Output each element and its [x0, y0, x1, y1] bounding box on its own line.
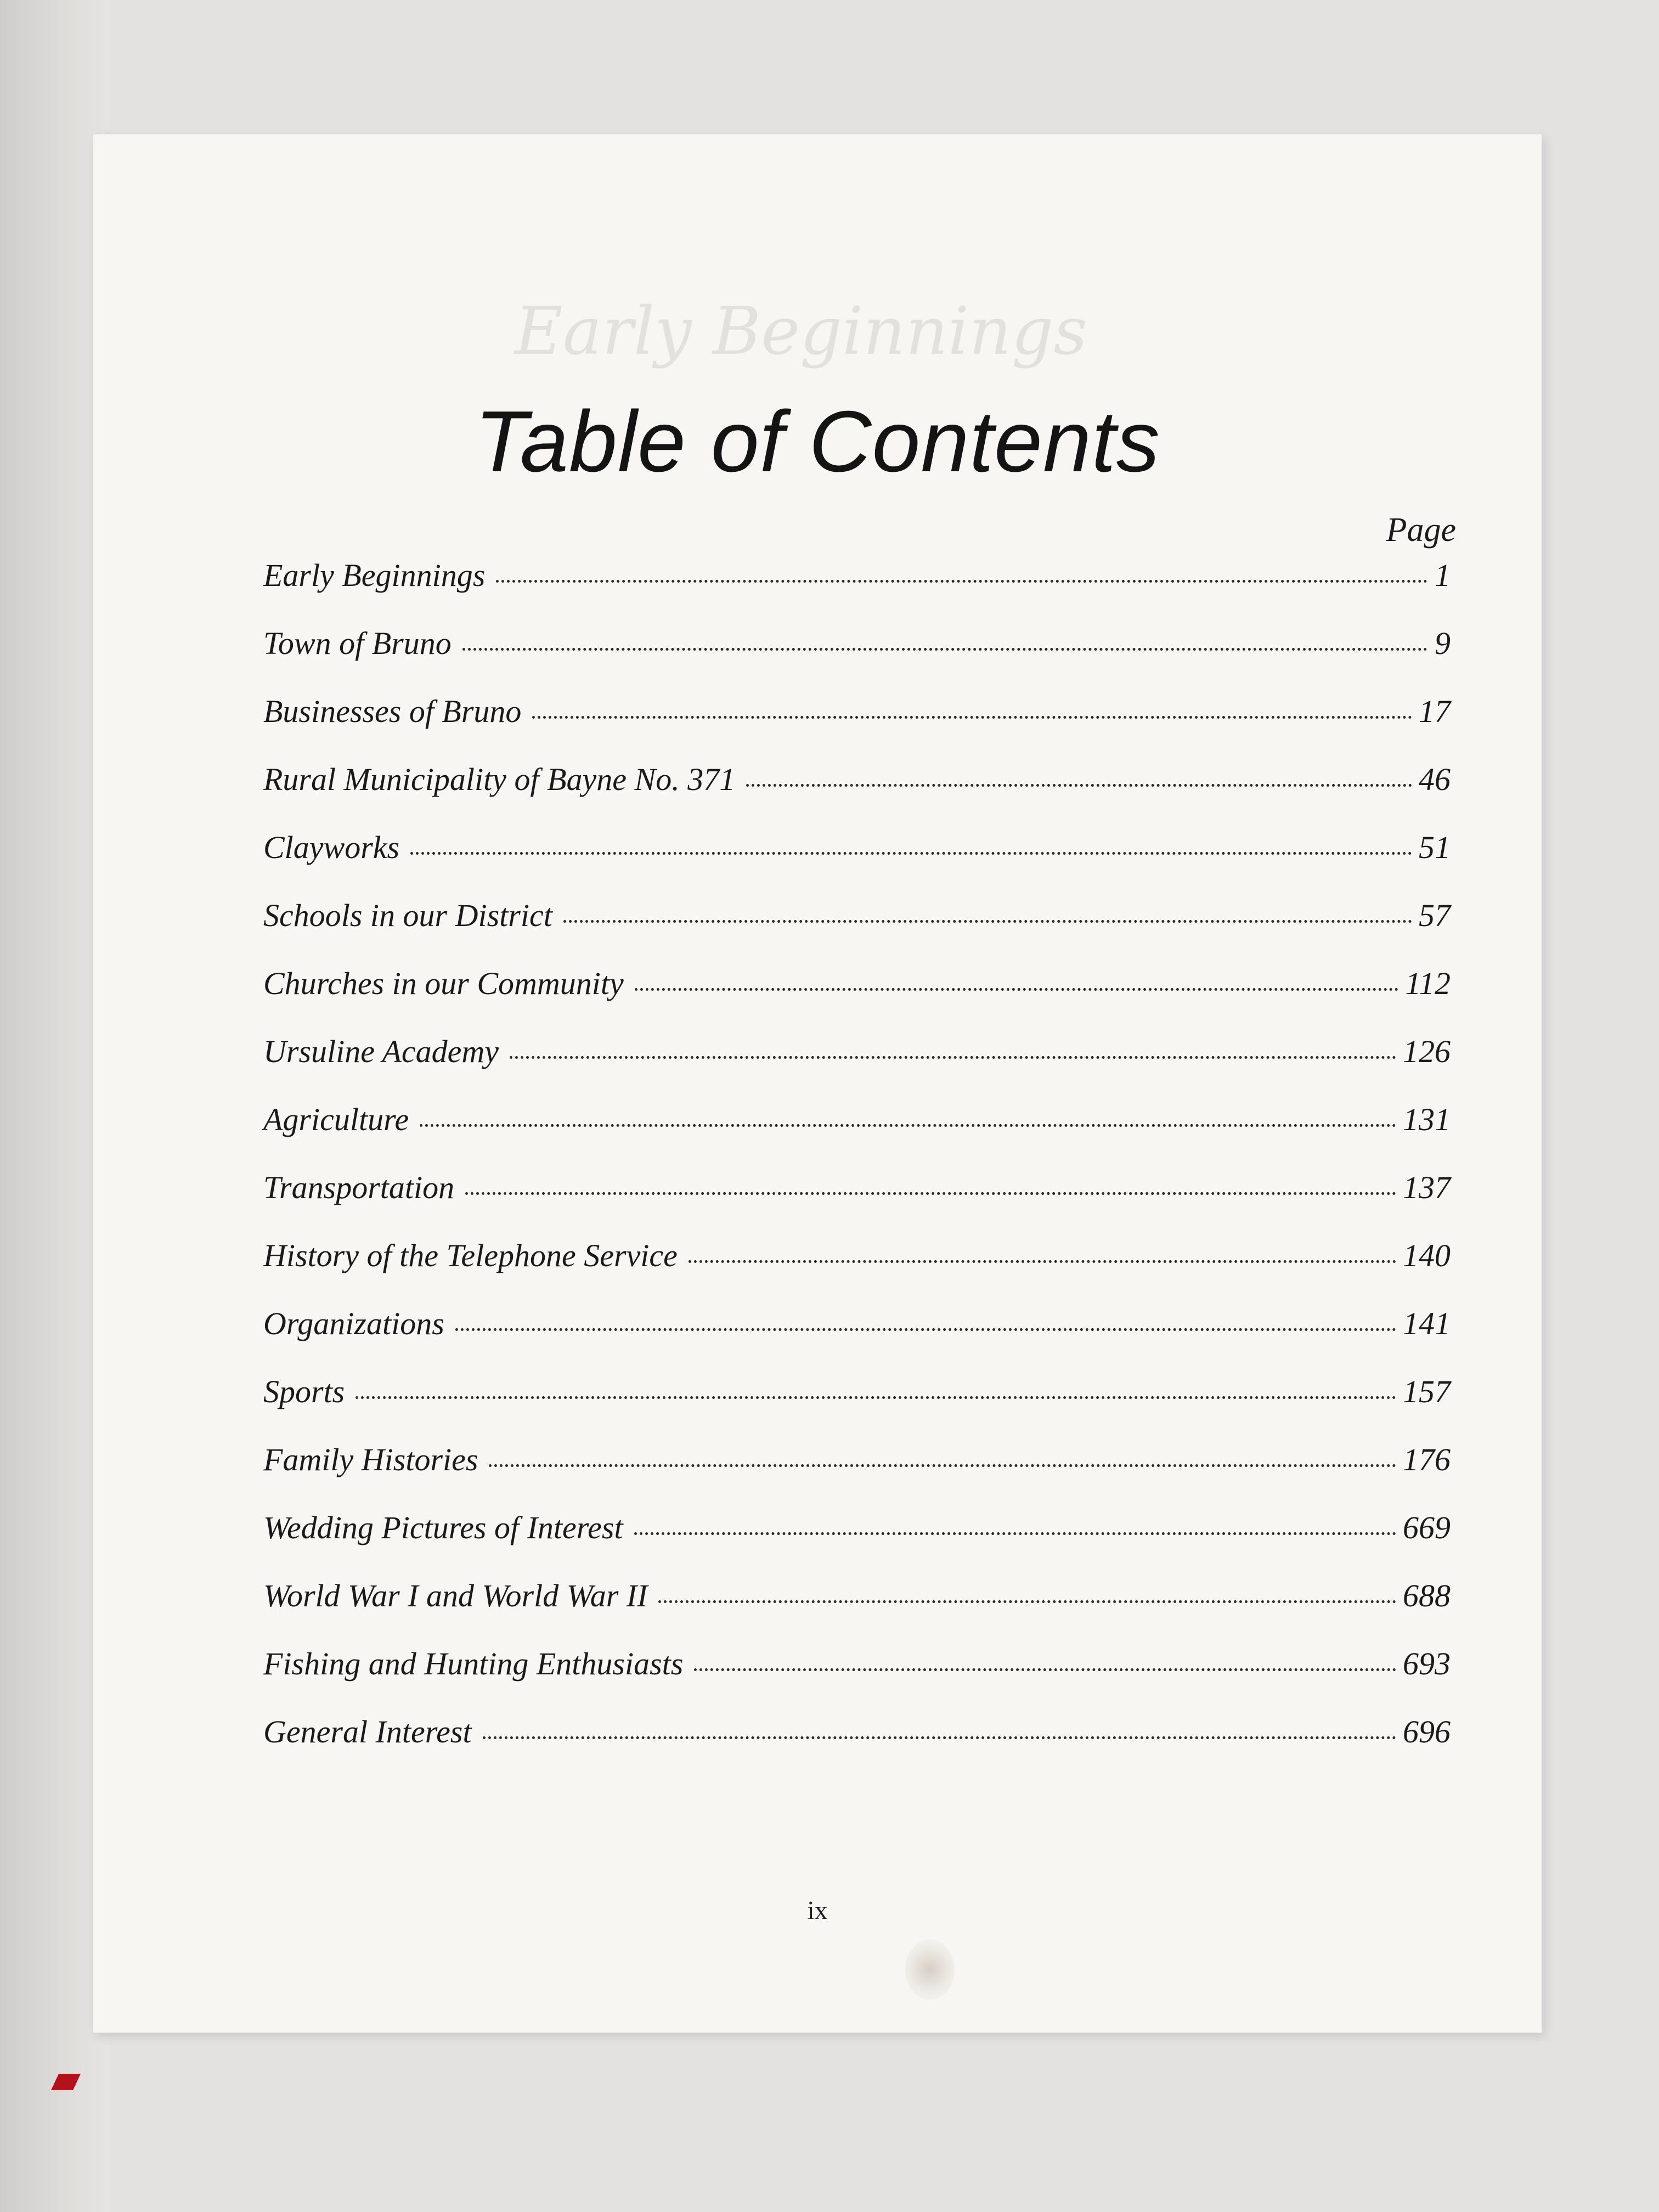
toc-entry-label: World War I and World War II: [263, 1578, 648, 1613]
toc-entry: [263, 1033, 1451, 1101]
toc-entry: [263, 897, 1451, 965]
dot-leader: [532, 716, 1412, 719]
toc-entry-label: Schools in our District: [263, 898, 552, 933]
toc-entry: [263, 1305, 1451, 1373]
paper-stain: [905, 1939, 955, 2000]
toc-entry-page: 157: [1403, 1374, 1451, 1409]
toc-entry-label: Transportation: [263, 1170, 455, 1205]
toc-entry-label: General Interest: [263, 1714, 472, 1750]
toc-entry: [263, 1373, 1451, 1441]
dot-leader: [489, 1464, 1396, 1467]
page-column-header: Page: [1386, 511, 1456, 549]
dot-leader: [462, 648, 1427, 651]
toc-entry-page: 126: [1403, 1034, 1451, 1069]
dot-leader: [746, 784, 1412, 787]
toc-entry-page: 176: [1403, 1442, 1451, 1477]
toc-entry-label: Ursuline Academy: [263, 1034, 499, 1069]
dot-leader: [563, 920, 1412, 923]
toc-entry-label: Sports: [263, 1374, 345, 1409]
dot-leader: [658, 1600, 1396, 1603]
toc-entry: [263, 761, 1451, 829]
show-through-heading: Early Beginnings: [515, 294, 1087, 370]
dot-leader: [420, 1124, 1396, 1127]
toc-entry-label: Fishing and Hunting Enthusiasts: [263, 1646, 684, 1681]
toc-entry-page: 112: [1405, 966, 1451, 1001]
toc-entry: [263, 1645, 1451, 1713]
toc-entry-label: History of the Telephone Service: [263, 1238, 678, 1273]
toc-entry-label: Clayworks: [263, 830, 400, 865]
toc-entry: [263, 1509, 1451, 1577]
toc-entry-page: 46: [1419, 761, 1451, 797]
toc-entry-page: 688: [1403, 1578, 1451, 1613]
dot-leader: [689, 1260, 1396, 1263]
book-page: [93, 134, 1542, 2033]
toc-entry-page: 140: [1403, 1238, 1451, 1273]
toc-entry-page: 131: [1403, 1102, 1451, 1137]
toc-entry-page: 57: [1419, 898, 1451, 933]
toc-entry-page: 9: [1435, 625, 1451, 661]
toc-entry: [263, 1101, 1451, 1169]
toc-entry: [263, 1713, 1451, 1781]
page-title: Table of Contents: [475, 393, 1160, 490]
toc-entry-label: Rural Municipality of Bayne No. 371: [263, 761, 736, 797]
toc-entry: [263, 557, 1451, 625]
toc-entry-page: 137: [1403, 1170, 1451, 1205]
toc-entry: [263, 693, 1451, 761]
toc-entry-page: 141: [1403, 1306, 1451, 1341]
dot-leader: [465, 1192, 1396, 1195]
toc-entry-page: 669: [1403, 1510, 1451, 1545]
toc-entry-page: 51: [1419, 830, 1451, 865]
toc-entry: [263, 1169, 1451, 1237]
dot-leader: [356, 1396, 1396, 1399]
toc-entry-page: 17: [1419, 693, 1451, 729]
dot-leader: [635, 988, 1399, 991]
toc-entry-label: Early Beginnings: [263, 557, 486, 593]
toc-entry-label: Wedding Pictures of Interest: [263, 1510, 623, 1545]
toc-entry-label: Organizations: [263, 1306, 444, 1341]
toc-entry: [263, 829, 1451, 897]
dot-leader: [483, 1736, 1396, 1739]
toc-entry-label: Agriculture: [263, 1102, 409, 1137]
page-folio: ix: [807, 1896, 828, 1925]
toc-entry-page: 1: [1435, 557, 1451, 593]
toc-entry: [263, 1577, 1451, 1645]
toc-entry: [263, 1237, 1451, 1305]
toc-entry: [263, 625, 1451, 693]
toc-entry-label: Family Histories: [263, 1442, 478, 1477]
dot-leader: [496, 580, 1427, 583]
dot-leader: [410, 852, 1412, 855]
table-of-contents: [263, 557, 1451, 1781]
toc-entry-label: Businesses of Bruno: [263, 693, 522, 729]
toc-entry: [263, 965, 1451, 1033]
toc-entry: [263, 1441, 1451, 1509]
dot-leader: [510, 1056, 1396, 1059]
toc-entry-label: Churches in our Community: [263, 966, 624, 1001]
toc-entry-page: 693: [1403, 1646, 1451, 1681]
dot-leader: [694, 1668, 1396, 1671]
dot-leader: [455, 1328, 1396, 1331]
toc-entry-label: Town of Bruno: [263, 625, 452, 661]
dot-leader: [634, 1532, 1396, 1535]
toc-entry-page: 696: [1403, 1714, 1451, 1750]
